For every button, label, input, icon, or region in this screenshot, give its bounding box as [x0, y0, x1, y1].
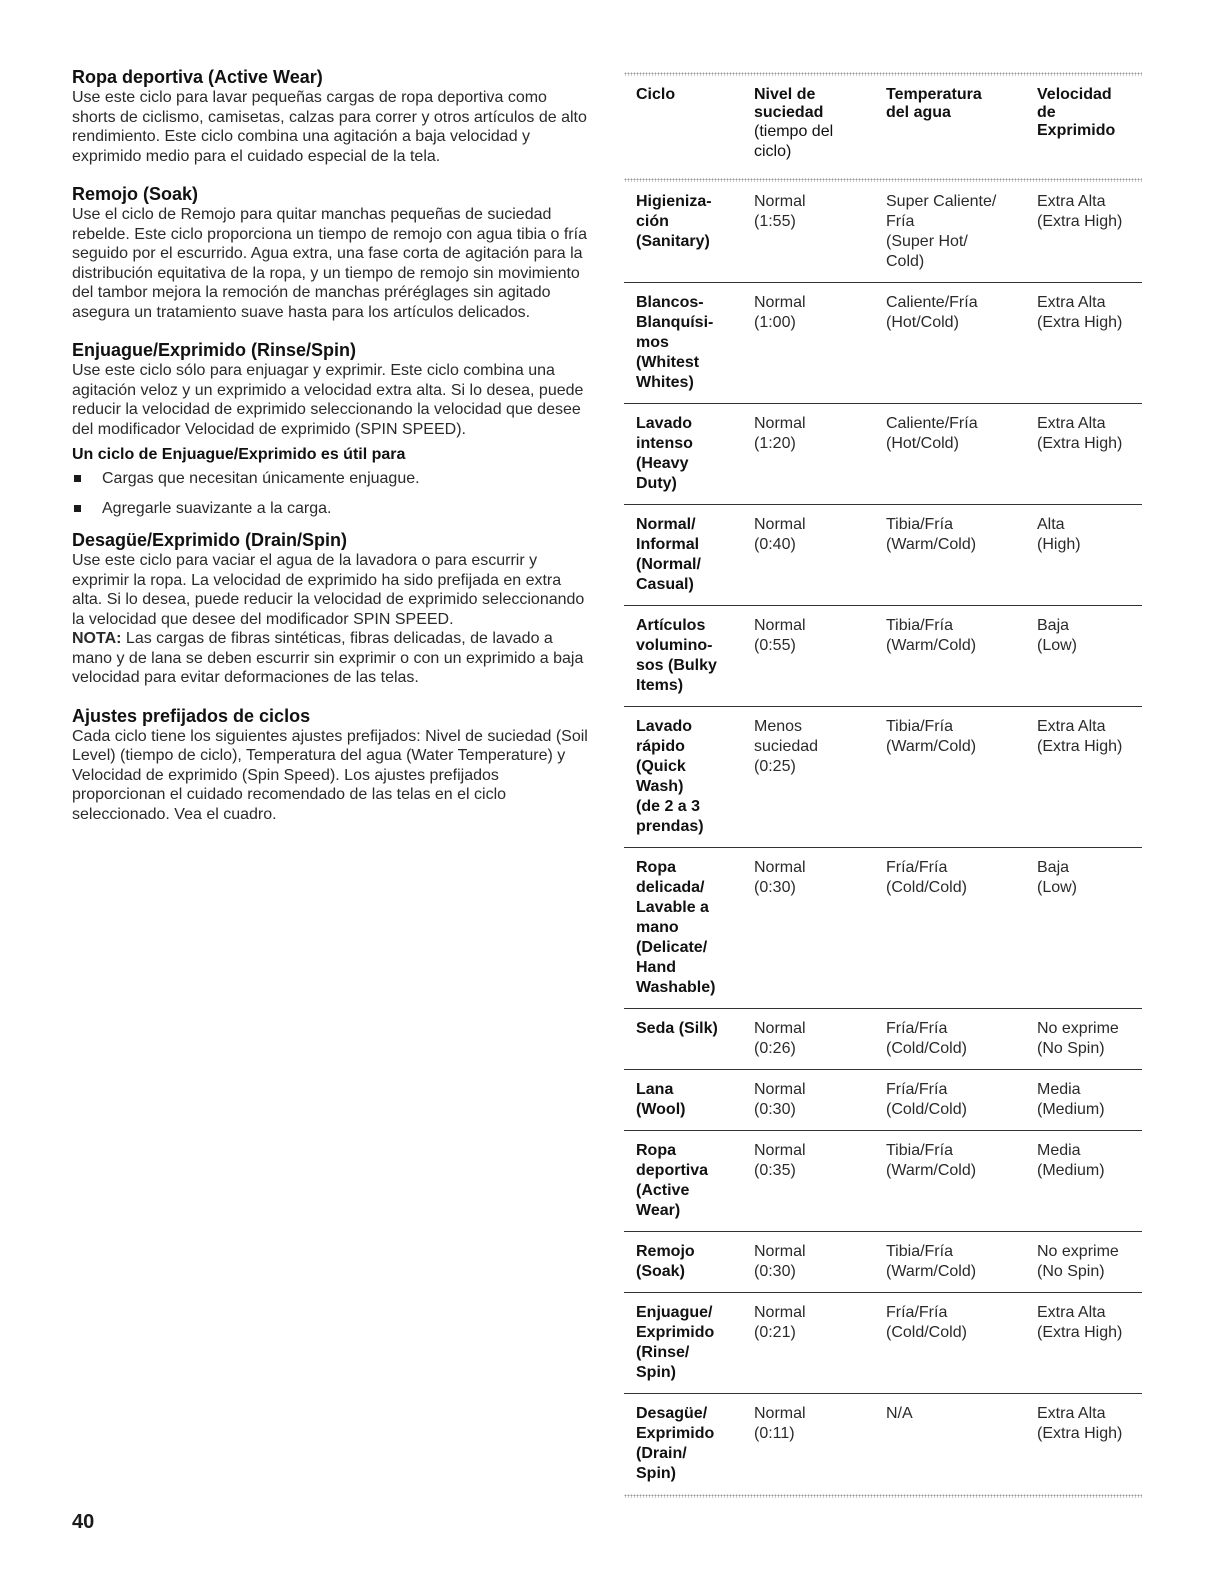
table-row — [624, 182, 1142, 282]
section-body: Use este ciclo para lavar pequeñas cargas de ropa deportiva como shorts de ciclismo, camisetas, calzas para correr y otros artículos de alto rendimiento. Este ciclo combina una agitación a baja velocidad y exprimido medio para el cuidado especial de la tela. — [72, 89, 587, 165]
table-header-row — [624, 76, 1142, 178]
table-row — [624, 403, 1142, 504]
table-cell-c3: Fría/Fría (Cold/Cold) — [886, 1304, 967, 1341]
table-cell-c3: Caliente/Fría (Hot/Cold) — [886, 294, 978, 331]
table-cell-c1: Enjuague/ Exprimido (Rinse/ Spin) — [636, 1304, 715, 1381]
section-heading: Desagüe/Exprimido (Drain/Spin) — [72, 530, 348, 550]
table-row — [624, 1130, 1142, 1231]
table-cell-c3: Caliente/Fría (Hot/Cold) — [886, 415, 978, 452]
table-cell-c3: Super Caliente/ Fría (Super Hot/ Cold) — [886, 193, 997, 270]
header-cycle-text: Ciclo — [636, 86, 676, 103]
table-cell-c4: Extra Alta (Extra High) — [1037, 718, 1123, 755]
section-soak — [72, 183, 592, 322]
table-cell-c3: Tibia/Fría (Warm/Cold) — [886, 1243, 977, 1280]
section-heading: Enjuague/Exprimido (Rinse/Spin) — [72, 340, 357, 360]
table-row — [624, 282, 1142, 403]
header-cycle — [636, 86, 754, 162]
note-text: Las cargas de fibras sintéticas, fibras delicadas, de lavado a mano y de lana se deben escurrir sin exprimir o con un exprimido a baja velocidad para evitar deformaciones de las telas. — [72, 630, 584, 686]
table-cell-c1: Blancos- Blanquísi- mos (Whitest Whites) — [636, 294, 714, 391]
table-cell-c1: Remojo (Soak) — [636, 1243, 695, 1280]
table-cell-c4: No exprime (No Spin) — [1037, 1243, 1119, 1280]
table-cell-c1: Seda (Silk) — [636, 1020, 718, 1037]
page-number: 40 — [72, 1511, 95, 1533]
table-cell-c2: Normal (0:40) — [754, 516, 806, 553]
table-cell-c4: Media (Medium) — [1037, 1081, 1105, 1118]
table-cell-c3: Fría/Fría (Cold/Cold) — [886, 1020, 967, 1057]
table-cell-c3: Fría/Fría (Cold/Cold) — [886, 859, 967, 896]
table-cell-c3: Fría/Fría (Cold/Cold) — [886, 1081, 967, 1118]
bullet-list — [72, 469, 592, 519]
header-water-temp: Temperatura del agua — [886, 86, 982, 121]
section-heading: Remojo (Soak) — [72, 184, 199, 204]
header-soil-level — [754, 86, 886, 162]
table-cell-c1: Artículos volumino- sos (Bulky Items) — [636, 617, 717, 694]
table-cell-c3: Tibia/Fría (Warm/Cold) — [886, 516, 977, 553]
table-cell-c2: Normal (0:30) — [754, 859, 806, 896]
table-cell-c1: Ropa deportiva (Active Wear) — [636, 1142, 709, 1219]
section-body: Use este ciclo para vaciar el agua de la lavadora o para escurrir y exprimir la ropa. La velocidad de exprimido ha sido prefijada en extra alta. Si lo desea, puede reducir la velocidad de exprimido seleccionando la velocidad que desee del modificador SPIN SPEED. — [72, 552, 585, 628]
header-soil-level-plain: (tiempo del ciclo) — [754, 123, 834, 160]
table-cell-c1: Ropa delicada/ Lavable a mano (Delicate/ Hand Washable) — [636, 859, 716, 996]
table-row — [624, 1008, 1142, 1069]
left-column — [72, 66, 592, 841]
table-cell-c4: Extra Alta (Extra High) — [1037, 415, 1123, 452]
bullet-item: Agregarle suavizante a la carga. — [72, 499, 592, 519]
table-cell-c3: Tibia/Fría (Warm/Cold) — [886, 718, 977, 755]
section-subheading: Un ciclo de Enjuague/Exprimido es útil para — [72, 446, 406, 463]
table-cell-c4: Baja (Low) — [1037, 617, 1078, 654]
table-cell-c3: N/A — [886, 1405, 913, 1422]
table-cell-c4: Alta (High) — [1037, 516, 1081, 553]
table-cell-c4: Extra Alta (Extra High) — [1037, 294, 1123, 331]
section-body: Cada ciclo tiene los siguientes ajustes prefijados: Nivel de suciedad (Soil Level) (tiempo de ciclo), Temperatura del agua (Water Temperature) y Velocidad de exprimido (Spin Speed). Los ajustes prefijados proporcionan el cuidado recomendado de las telas en el ciclo seleccionado. Vea el cuadro. — [72, 727, 588, 823]
table-row — [624, 706, 1142, 847]
table-body — [624, 182, 1142, 1494]
table-row — [624, 1393, 1142, 1494]
table-cell-c4: Extra Alta (Extra High) — [1037, 1304, 1123, 1341]
note-paragraph — [72, 629, 592, 688]
section-active-wear — [72, 66, 592, 166]
table-cell-c1: Lavado intenso (Heavy Duty) — [636, 415, 693, 492]
section-drain-spin — [72, 529, 592, 688]
table-cell-c2: Normal (0:30) — [754, 1243, 806, 1280]
table-cell-c2: Normal (0:55) — [754, 617, 806, 654]
section-heading: Ajustes prefijados de ciclos — [72, 705, 311, 726]
table-cell-c4: Media (Medium) — [1037, 1142, 1105, 1179]
table-row — [624, 504, 1142, 605]
table-cell-c1: Normal/ Informal (Normal/ Casual) — [636, 516, 701, 593]
table-row — [624, 605, 1142, 706]
table-cell-c2: Normal (1:20) — [754, 415, 806, 452]
table-cell-c2: Menos suciedad (0:25) — [754, 718, 819, 775]
table-cell-c1: Lana (Wool) — [636, 1081, 686, 1118]
table-cell-c2: Normal (1:00) — [754, 294, 806, 331]
table-cell-c4: Extra Alta (Extra High) — [1037, 1405, 1123, 1442]
table-cell-c2: Normal (0:21) — [754, 1304, 806, 1341]
table-cell-c2: Normal (0:26) — [754, 1020, 806, 1057]
table-cell-c3: Tibia/Fría (Warm/Cold) — [886, 617, 977, 654]
table-cell-c1: Lavado rápido (Quick Wash) (de 2 a 3 prendas) — [636, 718, 704, 835]
note-label: NOTA: — [72, 630, 122, 647]
table-bottom-rule — [624, 1494, 1142, 1498]
cycle-presets-table — [624, 72, 1142, 1498]
section-body: Use el ciclo de Remojo para quitar manchas pequeñas de suciedad rebelde. Este ciclo proporciona un tiempo de remojo con agua tibia o fría seguido por el escurrido. Agua extra, una fase corta de agitación para la distribución equitativa de la ropa, y un tiempo de remojo sin movimiento del tambor mejora la remoción de manchas préréglages sin agitado asegura un tratamiento suave hasta para los artículos delicados. — [72, 206, 587, 321]
table-row — [624, 847, 1142, 1008]
table-cell-c1: Desagüe/ Exprimido (Drain/ Spin) — [636, 1405, 715, 1482]
header-spin-speed: Velocidad de Exprimido — [1037, 86, 1116, 139]
table-cell-c2: Normal (0:30) — [754, 1081, 806, 1118]
table-cell-c1: Higieniza- ción (Sanitary) — [636, 193, 712, 250]
bullet-item: Cargas que necesitan únicamente enjuague. — [72, 469, 592, 489]
header-soil-level-bold: Nivel de suciedad — [754, 86, 824, 121]
section-rinse-spin — [72, 339, 592, 519]
table-cell-c2: Normal (0:11) — [754, 1405, 806, 1442]
section-body: Use este ciclo sólo para enjuagar y exprimir. Este ciclo combina una agitación veloz y un exprimido a velocidad extra alta. Si lo desea, puede reducir la velocidad de exprimido seleccionando la velocidad que desee del modificador Velocidad de exprimido (SPIN SPEED). — [72, 362, 584, 438]
table-cell-c4: No exprime (No Spin) — [1037, 1020, 1119, 1057]
table-row — [624, 1292, 1142, 1393]
table-row — [624, 1069, 1142, 1130]
table-cell-c3: Tibia/Fría (Warm/Cold) — [886, 1142, 977, 1179]
table-cell-c4: Baja (Low) — [1037, 859, 1078, 896]
table-cell-c4: Extra Alta (Extra High) — [1037, 193, 1123, 230]
section-heading: Ropa deportiva (Active Wear) — [72, 67, 323, 87]
section-presets — [72, 705, 592, 825]
table-cell-c2: Normal (1:55) — [754, 193, 806, 230]
table-row — [624, 1231, 1142, 1292]
table-cell-c2: Normal (0:35) — [754, 1142, 806, 1179]
